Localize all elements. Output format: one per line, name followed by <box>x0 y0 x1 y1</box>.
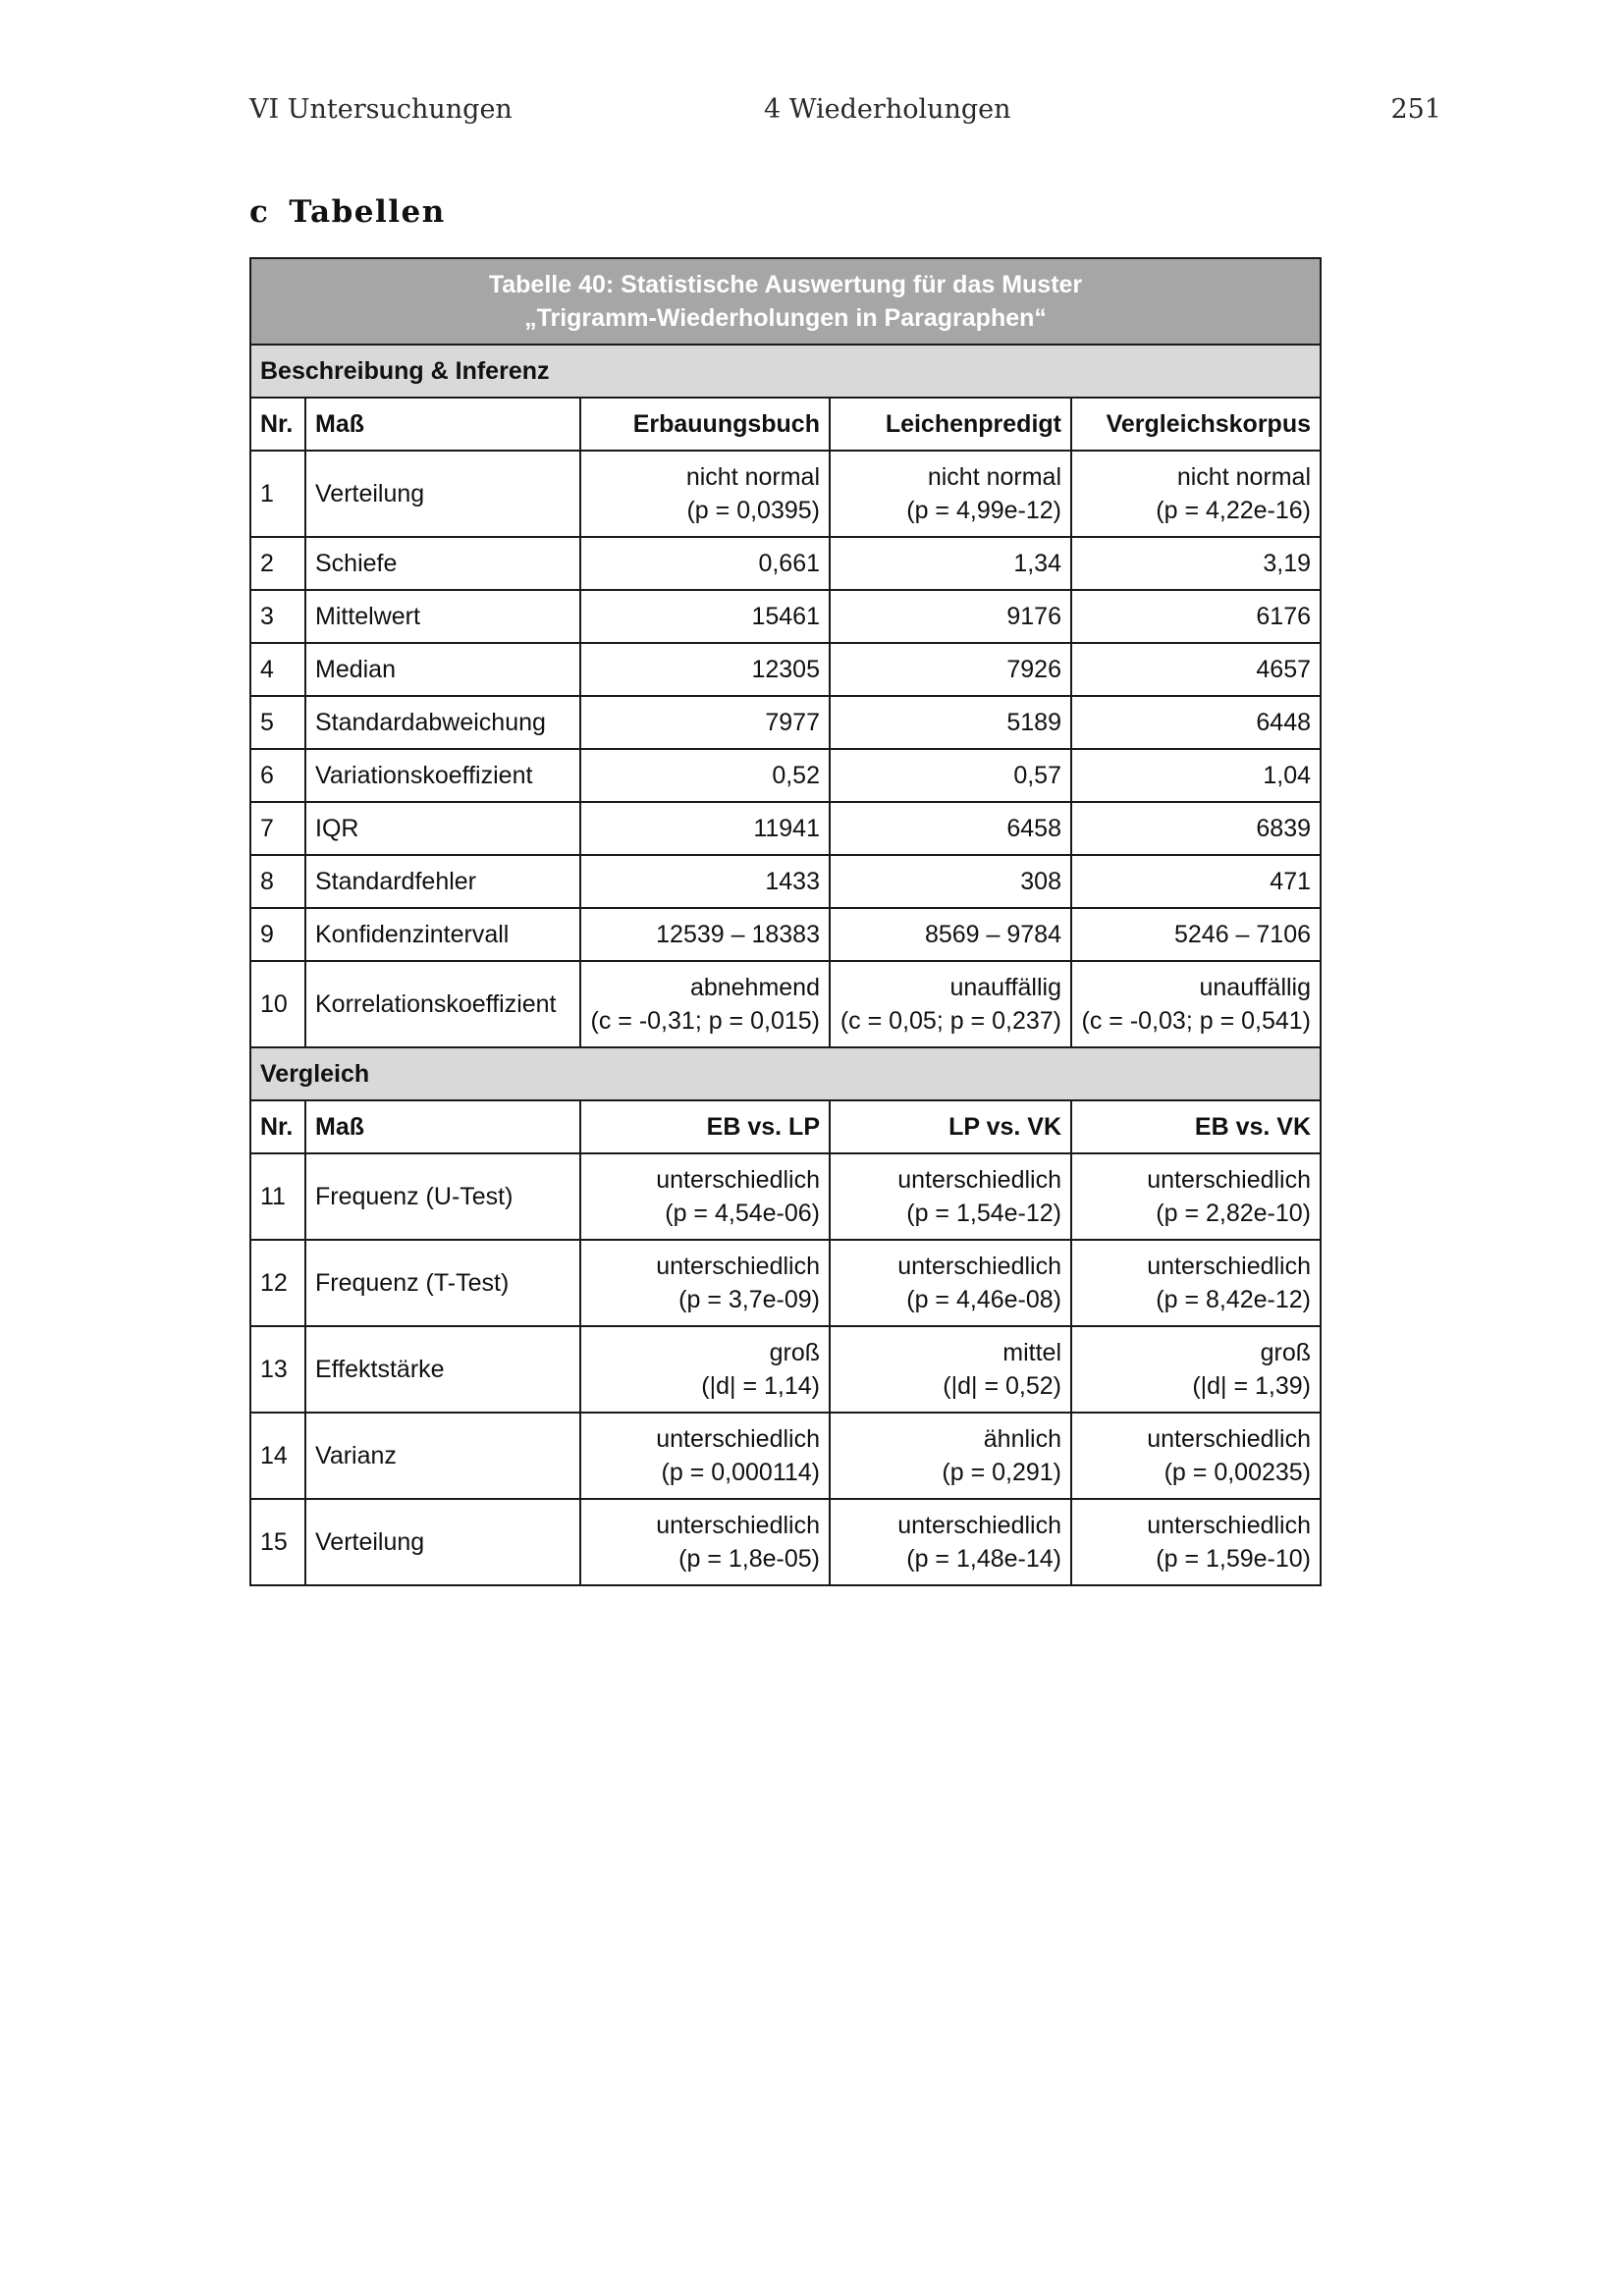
value-cell <box>1071 908 1321 961</box>
value-line: 9176 <box>1006 603 1061 630</box>
value-cell <box>580 590 830 643</box>
value-line: 3,19 <box>1263 550 1312 577</box>
value-line: unterschiedlich <box>1147 1425 1312 1453</box>
value-cell <box>580 451 830 537</box>
value-cell <box>580 1326 830 1413</box>
value-line: 12305 <box>751 656 820 683</box>
row-measure: Verteilung <box>305 451 580 537</box>
running-head <box>249 94 1441 133</box>
row-measure: Frequenz (T-Test) <box>305 1240 580 1326</box>
section-heading <box>249 194 446 230</box>
value-cell <box>580 643 830 696</box>
value-cell <box>580 855 830 908</box>
table-row <box>250 1240 1321 1326</box>
value-cell <box>580 961 830 1047</box>
value-line: (p = 0,0395) <box>686 497 820 524</box>
row-number: 1 <box>250 451 305 537</box>
table-row <box>250 1499 1321 1585</box>
value-line: (|d| = 1,14) <box>701 1372 820 1400</box>
value-line: (p = 1,54e-12) <box>906 1200 1061 1227</box>
value-line: (|d| = 1,39) <box>1192 1372 1312 1400</box>
value-cell <box>830 590 1071 643</box>
value-line: 0,661 <box>758 550 820 577</box>
value-line: (p = 1,8e-05) <box>678 1545 820 1573</box>
value-line: abnehmend <box>689 974 820 1001</box>
value-cell <box>1071 961 1321 1047</box>
value-cell <box>1071 643 1321 696</box>
row-number: 6 <box>250 749 305 802</box>
value-cell <box>580 537 830 590</box>
section-description-inference <box>250 345 1321 1047</box>
table-caption-line1: Tabelle 40: Statistische Auswertung für das Muster <box>488 271 1083 298</box>
row-measure: Variationskoeffizient <box>305 749 580 802</box>
row-number: 7 <box>250 802 305 855</box>
value-line: (p = 0,00235) <box>1164 1459 1312 1486</box>
value-line: (p = 4,46e-08) <box>906 1286 1061 1313</box>
value-line: (c = -0,03; p = 0,541) <box>1081 1007 1312 1035</box>
row-measure: Standardfehler <box>305 855 580 908</box>
table-row <box>250 908 1321 961</box>
column-header-eb-vs-vk: EB vs. VK <box>1071 1100 1321 1153</box>
column-header-row <box>250 1100 1321 1153</box>
row-number: 2 <box>250 537 305 590</box>
table-caption <box>250 258 1321 345</box>
value-line: 12539 – 18383 <box>656 921 820 948</box>
value-cell <box>830 696 1071 749</box>
value-line: (p = 0,291) <box>942 1459 1061 1486</box>
value-line: 15461 <box>751 603 820 630</box>
value-line: unterschiedlich <box>897 1512 1061 1539</box>
row-measure: Konfidenzintervall <box>305 908 580 961</box>
table-row <box>250 961 1321 1047</box>
value-cell <box>1071 1240 1321 1326</box>
section-letter: c <box>249 194 270 230</box>
value-line: 6448 <box>1256 709 1312 736</box>
row-number: 10 <box>250 961 305 1047</box>
row-number: 11 <box>250 1153 305 1240</box>
running-head-left: VI Untersuchungen <box>249 94 513 125</box>
value-line: 7926 <box>1006 656 1061 683</box>
value-cell <box>830 1413 1071 1499</box>
row-measure: Varianz <box>305 1413 580 1499</box>
value-cell <box>830 855 1071 908</box>
value-line: unterschiedlich <box>1147 1166 1312 1194</box>
value-cell <box>580 1499 830 1585</box>
row-measure: Mittelwert <box>305 590 580 643</box>
row-measure: Effektstärke <box>305 1326 580 1413</box>
value-cell <box>580 1413 830 1499</box>
row-number: 15 <box>250 1499 305 1585</box>
row-measure: IQR <box>305 802 580 855</box>
value-line: unterschiedlich <box>897 1166 1061 1194</box>
row-measure: Schiefe <box>305 537 580 590</box>
value-line: unterschiedlich <box>897 1253 1061 1280</box>
value-line: 7977 <box>765 709 820 736</box>
value-line: ähnlich <box>983 1425 1061 1453</box>
value-cell <box>580 802 830 855</box>
page-number: 251 <box>1390 94 1441 125</box>
column-header-erbauungsbuch: Erbauungsbuch <box>580 398 830 451</box>
value-cell <box>830 1326 1071 1413</box>
value-cell <box>830 537 1071 590</box>
value-cell <box>830 749 1071 802</box>
value-line: nicht normal <box>927 463 1061 491</box>
value-cell <box>580 1240 830 1326</box>
table-caption-line2: „Trigramm-Wiederholungen in Paragraphen“ <box>524 304 1047 332</box>
row-measure: Korrelationskoeffizient <box>305 961 580 1047</box>
row-number: 5 <box>250 696 305 749</box>
column-header-mass: Maß <box>305 1100 580 1153</box>
value-cell <box>1071 1326 1321 1413</box>
table-row <box>250 855 1321 908</box>
value-line: (p = 1,48e-14) <box>906 1545 1061 1573</box>
value-line: (c = 0,05; p = 0,237) <box>839 1007 1061 1035</box>
value-cell <box>830 802 1071 855</box>
value-line: 6458 <box>1006 815 1061 842</box>
value-cell <box>830 1499 1071 1585</box>
running-head-center: 4 Wiederholungen <box>764 94 1011 125</box>
value-line: 308 <box>1020 868 1061 895</box>
value-cell <box>1071 1153 1321 1240</box>
table-row <box>250 1153 1321 1240</box>
value-line: 11941 <box>753 815 820 842</box>
column-header-row <box>250 398 1321 451</box>
value-line: (p = 0,000114) <box>661 1459 820 1486</box>
value-cell <box>830 1240 1071 1326</box>
row-measure: Verteilung <box>305 1499 580 1585</box>
value-line: unterschiedlich <box>656 1166 820 1194</box>
table-row <box>250 1326 1321 1413</box>
value-line: unterschiedlich <box>656 1253 820 1280</box>
table-row <box>250 802 1321 855</box>
value-line: 4657 <box>1256 656 1312 683</box>
table-row <box>250 749 1321 802</box>
value-cell <box>580 1153 830 1240</box>
value-cell <box>830 908 1071 961</box>
value-line: unterschiedlich <box>1147 1512 1312 1539</box>
row-number: 8 <box>250 855 305 908</box>
value-line: 0,52 <box>772 762 820 789</box>
value-cell <box>1071 1413 1321 1499</box>
value-line: unauffällig <box>1199 974 1312 1001</box>
value-cell <box>830 643 1071 696</box>
value-line: nicht normal <box>1176 463 1312 491</box>
value-cell <box>1071 590 1321 643</box>
section-title-comparison: Vergleich <box>250 1047 1321 1100</box>
value-line: (c = -0,31; p = 0,015) <box>590 1007 820 1035</box>
value-cell <box>1071 451 1321 537</box>
row-number: 14 <box>250 1413 305 1499</box>
value-line: (p = 4,99e-12) <box>906 497 1061 524</box>
value-line: unterschiedlich <box>656 1512 820 1539</box>
value-cell <box>830 1153 1071 1240</box>
value-line: 8569 – 9784 <box>924 921 1061 948</box>
section-title: Tabellen <box>289 194 446 230</box>
value-line: unterschiedlich <box>1147 1253 1312 1280</box>
row-number: 3 <box>250 590 305 643</box>
value-cell <box>1071 855 1321 908</box>
value-line: groß <box>1260 1339 1312 1366</box>
table-row <box>250 696 1321 749</box>
value-cell <box>580 696 830 749</box>
value-cell <box>580 749 830 802</box>
row-measure: Median <box>305 643 580 696</box>
value-line: 1,04 <box>1263 762 1312 789</box>
table-row <box>250 451 1321 537</box>
table-row <box>250 643 1321 696</box>
column-header-lp-vs-vk: LP vs. VK <box>830 1100 1071 1153</box>
row-number: 4 <box>250 643 305 696</box>
value-line: 0,57 <box>1013 762 1061 789</box>
value-cell <box>1071 749 1321 802</box>
table-row <box>250 537 1321 590</box>
value-line: (p = 8,42e-12) <box>1156 1286 1312 1313</box>
value-line: (p = 2,82e-10) <box>1156 1200 1312 1227</box>
value-line: nicht normal <box>685 463 820 491</box>
value-line: mittel <box>1002 1339 1061 1366</box>
row-measure: Frequenz (U-Test) <box>305 1153 580 1240</box>
column-header-eb-vs-lp: EB vs. LP <box>580 1100 830 1153</box>
column-header-nr: Nr. <box>250 398 305 451</box>
value-line: 1433 <box>765 868 820 895</box>
value-line: 6839 <box>1256 815 1312 842</box>
value-line: (p = 4,22e-16) <box>1156 497 1312 524</box>
value-cell <box>1071 696 1321 749</box>
section-comparison <box>250 1047 1321 1585</box>
value-line: 6176 <box>1256 603 1312 630</box>
value-cell <box>580 908 830 961</box>
value-line: (|d| = 0,52) <box>943 1372 1061 1400</box>
table-row <box>250 590 1321 643</box>
column-header-vergleichskorpus: Vergleichskorpus <box>1071 398 1321 451</box>
value-line: 1,34 <box>1013 550 1061 577</box>
value-cell <box>830 451 1071 537</box>
column-header-leichenpredigt: Leichenpredigt <box>830 398 1071 451</box>
row-measure: Standardabweichung <box>305 696 580 749</box>
statistics-table <box>249 257 1322 1586</box>
table-row <box>250 1413 1321 1499</box>
value-line: 471 <box>1270 868 1312 895</box>
value-line: 5189 <box>1006 709 1061 736</box>
value-line: unterschiedlich <box>656 1425 820 1453</box>
value-line: (p = 4,54e-06) <box>665 1200 820 1227</box>
section-title-description-inference: Beschreibung & Inferenz <box>250 345 1321 398</box>
value-line: unauffällig <box>949 974 1061 1001</box>
value-line: 5246 – 7106 <box>1173 921 1312 948</box>
value-cell <box>830 961 1071 1047</box>
column-header-mass: Maß <box>305 398 580 451</box>
value-line: groß <box>769 1339 820 1366</box>
value-line: (p = 3,7e-09) <box>678 1286 820 1313</box>
row-number: 9 <box>250 908 305 961</box>
column-header-nr: Nr. <box>250 1100 305 1153</box>
value-cell <box>1071 1499 1321 1585</box>
value-line: (p = 1,59e-10) <box>1156 1545 1312 1573</box>
value-cell <box>1071 537 1321 590</box>
row-number: 12 <box>250 1240 305 1326</box>
value-cell <box>1071 802 1321 855</box>
row-number: 13 <box>250 1326 305 1413</box>
